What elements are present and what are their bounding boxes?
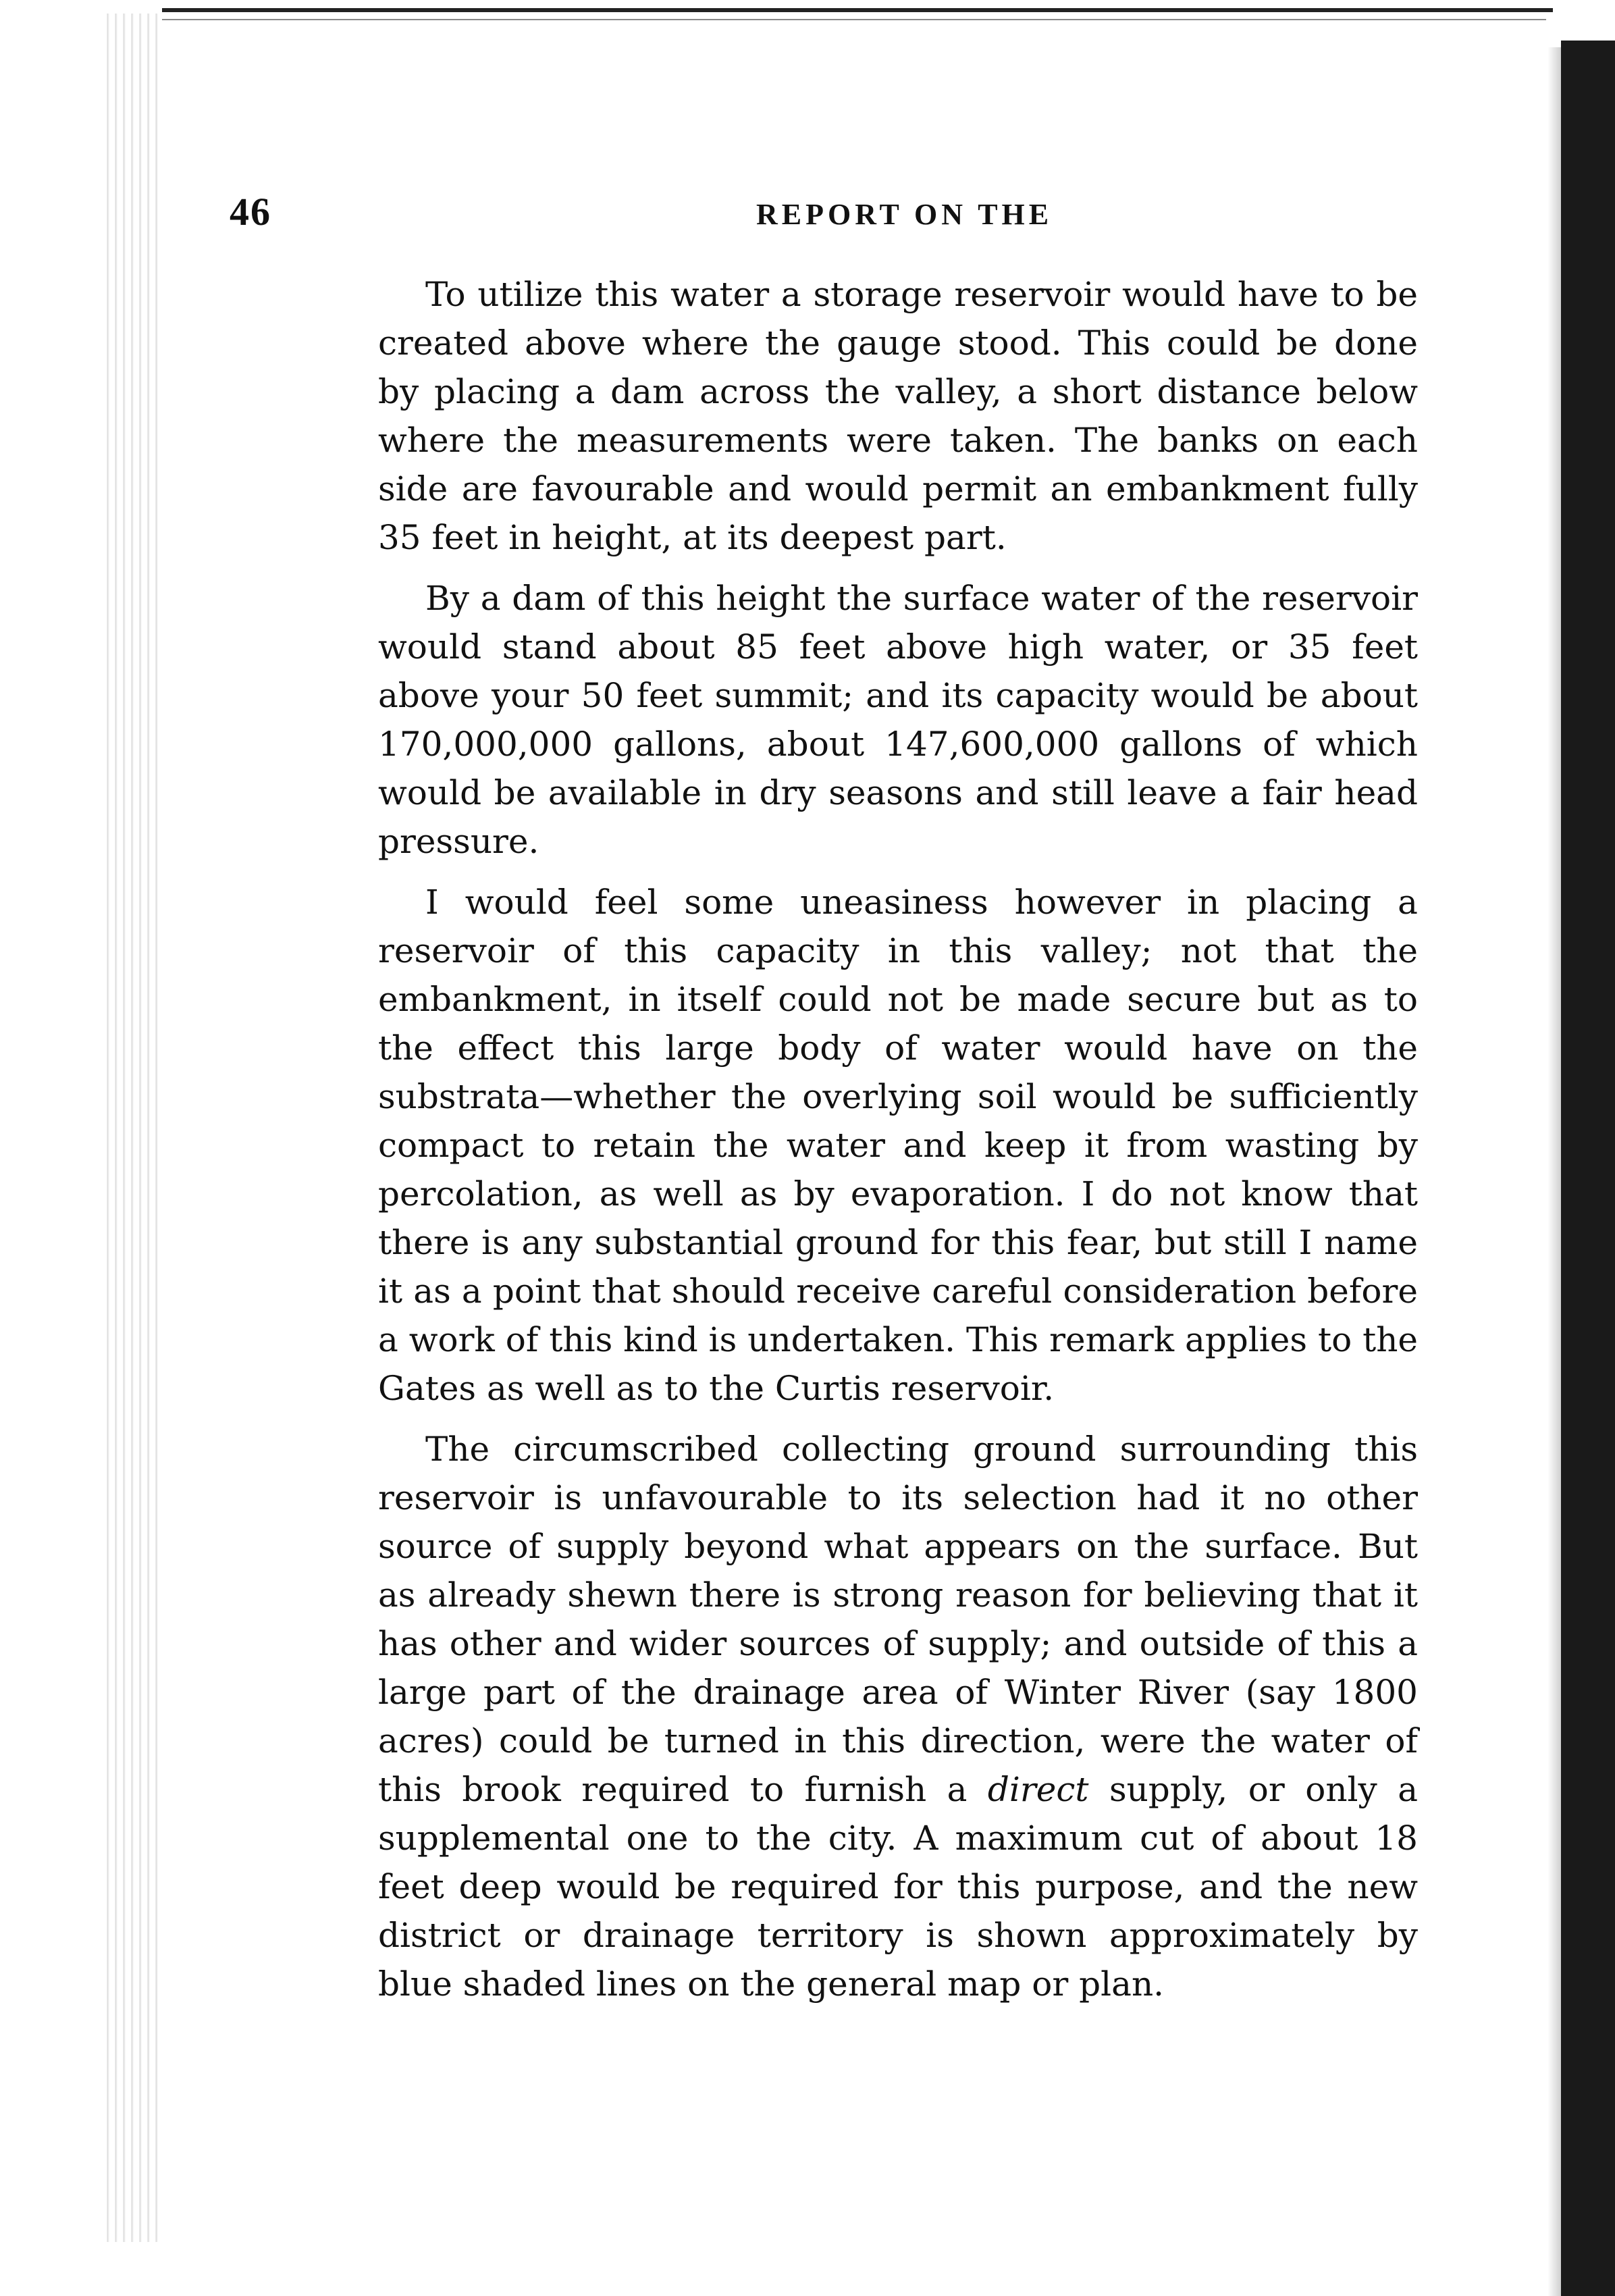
paragraph-4 xyxy=(378,1425,1418,2008)
page-gutter-shadow xyxy=(1547,47,1561,2296)
paragraph-3: I would feel some uneasiness however in placing a reservoir of this capacity in this valley; not that the embankment, in itself could not be made secure but as to the effect this large body of water would have on the substrata—whether the overlying soil would be sufficiently compact to retain the water and keep it from wasting by percolation, as well as by evaporation. I do not know that there is any substantial ground for this fear, but still I name it as a point that should receive careful consideration before a work of this kind is undertaken. This remark applies to the Gates as well as to the Curtis reservoir. xyxy=(378,883,1418,1408)
running-head: REPORT ON THE xyxy=(756,198,1053,231)
page-header xyxy=(230,169,1445,243)
paragraph-4-part-2: supply, or only a supplemental one to the city. A maximum cut of about 18 feet deep would be required for this purpose, and the new district or drainage territory is shown approximately by blue shaded lines on the general map or plan. xyxy=(378,1770,1419,2004)
book-binding-right xyxy=(1561,41,1615,2296)
body-text xyxy=(378,270,1418,2020)
paragraph-2: By a dam of this height the surface water of the reservoir would stand about 85 feet above high water, or 35 feet above your 50 feet summit; and its capacity would be about 170,000,000 gallons, about 147,600,000 gallons of which would be available in dry seasons and still leave a fair head pressure. xyxy=(378,579,1418,861)
page-edges-left xyxy=(101,14,162,2242)
paragraph-4-italic-word: direct xyxy=(987,1770,1089,1809)
paragraph-4-part-1: The circumscribed collecting ground surrounding this reservoir is unfavourable to its selection had it no other source of supply beyond what appears on the surface. But as already shewn there is strong reason for believing that it has other and wider sources of supply; and outside of this a large part of the drainage area of Winter River (say 1800 acres) could be turned in this direction, were the water of this brook required to furnish a xyxy=(378,1430,1418,1809)
page-number: 46 xyxy=(230,190,271,234)
paragraph-1: To utilize this water a storage reservoir would have to be created above where the gauge stood. This could be done by placing a dam across the valley, a short distance below where the measurements were taken. The banks on each side are favourable and would permit an embankment fully 35 feet in height, at its deepest part. xyxy=(378,275,1418,557)
page-edge-top xyxy=(162,8,1553,12)
